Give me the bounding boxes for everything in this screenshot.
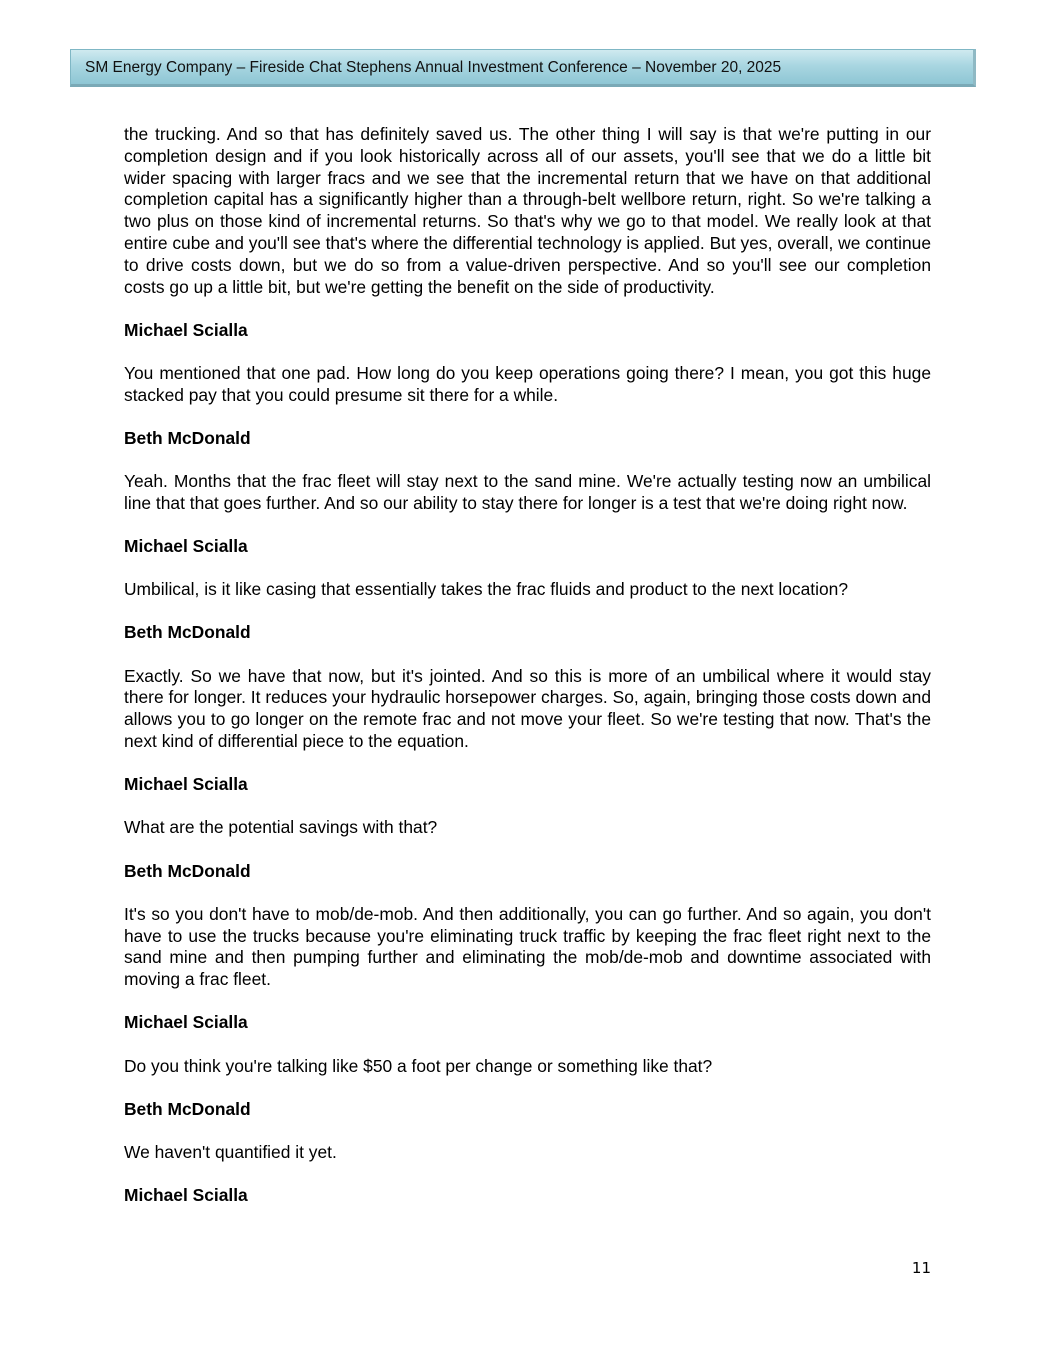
- transcript-paragraph: Umbilical, is it like casing that essentially takes the frac fluids and product to the next location?: [124, 579, 849, 600]
- transcript-paragraph: Exactly. So we have that now, but it's jointed. And so this is more of an umbilical where it would stay there for longer. It reduces your hydraulic horsepower charges. So, again, bringing those costs down and allows you to go longer on the remote frac and not move your fleet. So we're testing that now. That's the next kind of differential piece to the equation.: [124, 665, 931, 752]
- transcript-paragraph: We haven't quantified it yet.: [124, 1141, 337, 1162]
- speaker-name: Beth McDonald: [124, 1098, 251, 1119]
- speaker-name: Michael Scialla: [124, 319, 248, 340]
- transcript-body: [124, 124, 931, 1228]
- transcript-paragraph: It's so you don't have to mob/de-mob. And then additionally, you can go further. And so again, you don't have to use the trucks because you're eliminating truck traffic by keeping the frac fleet right next to the sand mine and then pumping further and eliminating the mob/de-mob and downtime associated with moving a frac fleet.: [124, 903, 931, 990]
- speaker-name: Michael Scialla: [124, 1012, 248, 1033]
- transcript-paragraph: What are the potential savings with that?: [124, 817, 438, 838]
- page-number: 11: [911, 1259, 931, 1277]
- speaker-name: Michael Scialla: [124, 774, 248, 795]
- document-header-banner: [70, 49, 976, 87]
- transcript-paragraph: Do you think you're talking like $50 a foot per change or something like that?: [124, 1055, 713, 1076]
- transcript-paragraph: the trucking. And so that has definitely saved us. The other thing I will say is that we're putting in our completion design and if you look historically across all of our assets, you'll see that we do a little bit wider spacing with larger fracs and we see that the incremental return that we have on that additional completion capital has a significantly higher than a through-belt wellbore return, right. So we're talking a two plus on those kind of incremental returns. So that's why we go to that model. We really look at that entire cube and you'll see that's where the differential technology is applied. But yes, overall, we continue to drive costs down, but we do so from a value-driven perspective. And so you'll see our completion costs go up a little bit, but we're getting the benefit on the side of productivity.: [124, 124, 931, 297]
- speaker-name: Beth McDonald: [124, 427, 251, 448]
- speaker-name: Beth McDonald: [124, 622, 251, 643]
- speaker-name: Beth McDonald: [124, 860, 251, 881]
- speaker-name: Michael Scialla: [124, 536, 248, 557]
- speaker-name: Michael Scialla: [124, 1185, 248, 1206]
- transcript-paragraph: You mentioned that one pad. How long do you keep operations going there? I mean, you got this huge stacked pay that you could presume sit there for a while.: [124, 362, 931, 405]
- transcript-paragraph: Yeah. Months that the frac fleet will stay next to the sand mine. We're actually testing now an umbilical line that that goes further. And so our ability to stay there for longer is a test that we're doing right now.: [124, 471, 931, 513]
- document-header-title: SM Energy Company – Fireside Chat Stephens Annual Investment Conference – November 20, 2025: [85, 59, 782, 76]
